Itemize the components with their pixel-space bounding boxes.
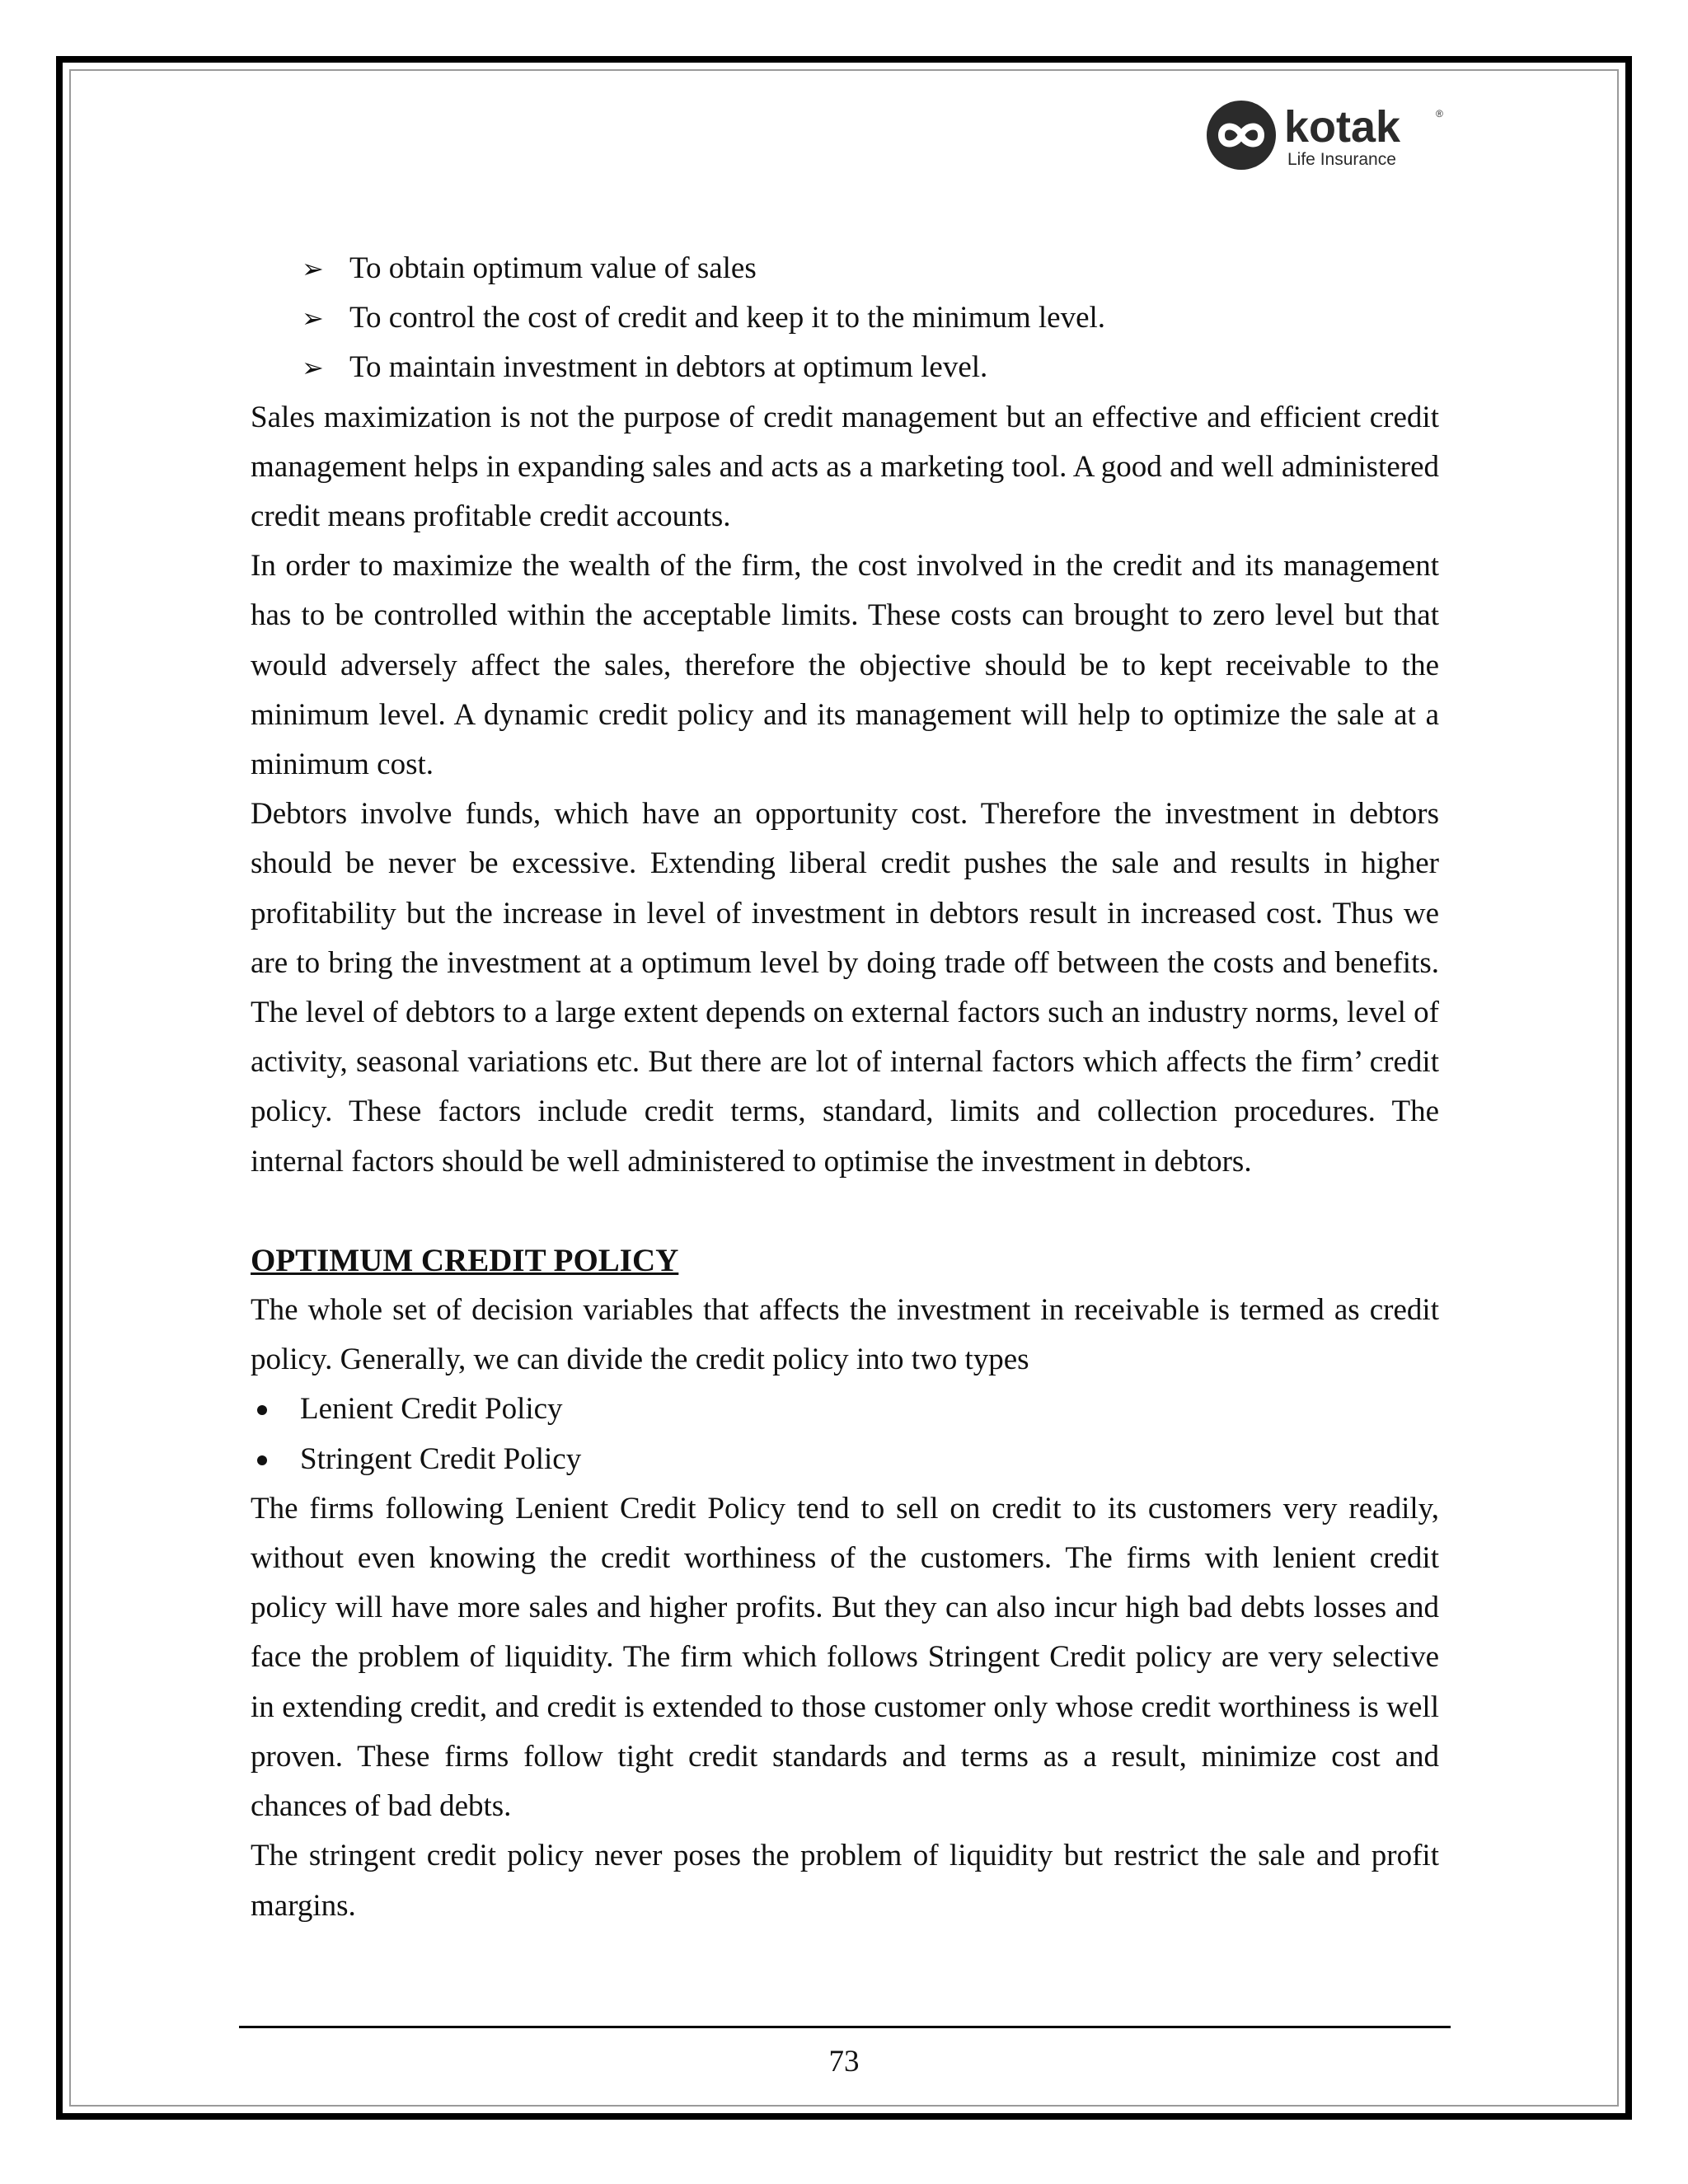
list-item-text: Stringent Credit Policy [300, 1441, 582, 1476]
dot-bullet-icon [257, 1455, 267, 1465]
dot-bullet-icon [257, 1405, 267, 1415]
paragraph-debtors-funds: Debtors involve funds, which have an opportunity cost. Therefore the investment in debtors should be never be excessive. Extending liberal credit pushes the sale and results in higher profitability but the increase in level of investment in debtors result in increased cost. Thus we are to bring the investment at a optimum level by doing trade off between the costs and benefits. The level of debtors to a large extent depends on external factors such an industry norms, level of activity, seasonal variations etc. But there are lot of internal factors which affects the firm’ credit policy. These factors include credit terms, standard, limits and collection procedures. The internal factors should be well administered to optimise the investment in debtors. [251, 797, 1439, 1179]
paragraph-lenient-stringent: The firms following Lenient Credit Policy tend to sell on credit to its customers very readily, without even knowing the credit worthiness of the customers. The firms with lenient credit policy will have more sales and higher profits. But they can also incur high bad debts losses and face the problem of liquidity. The firm which follows Stringent Credit policy are very selective in extending credit, and credit is extended to those customer only whose credit worthiness is well proven. These firms follow tight credit standards and terms as a result, minimize cost and chances of bad debts. [251, 1491, 1439, 1824]
footer-divider [239, 2026, 1451, 2028]
paragraph-credit-policy-intro: The whole set of decision variables that affects the investment in receivable is termed as credit policy. Generally, we can divide the credit policy into two types [251, 1293, 1439, 1377]
list-item [251, 244, 1439, 293]
logo-tagline: Life Insurance [1287, 150, 1396, 169]
list-item-text: To maintain investment in debtors at optimum level. [349, 350, 988, 385]
objectives-list [251, 244, 1439, 393]
logo-registered-mark: ® [1436, 108, 1443, 120]
list-item [251, 1385, 1439, 1434]
paragraph-wealth-maximization: In order to maximize the wealth of the firm, the cost involved in the credit and its management has to be controlled within the acceptable limits. These costs can brought to zero level but that would adversely affect the sales, therefore the objective should be to kept receivable to the minimum level. A dynamic credit policy and its management will help to optimize the sale at a minimum cost. [251, 549, 1439, 782]
page-content [251, 244, 1439, 1931]
paragraph-stringent-liquidity: The stringent credit policy never poses the problem of liquidity but restrict the sale and profit margins. [251, 1839, 1439, 1923]
arrow-bullet-icon: ➢ [302, 352, 324, 384]
logo-brand-text: kotak [1284, 102, 1401, 152]
list-item-text: Lenient Credit Policy [300, 1392, 563, 1427]
list-item [251, 1435, 1439, 1484]
credit-policy-types-list [251, 1385, 1439, 1483]
kotak-logo [1205, 99, 1452, 171]
list-item [251, 343, 1439, 392]
list-item-text: To obtain optimum value of sales [349, 251, 757, 285]
list-item [251, 293, 1439, 343]
paragraph-sales-maximization: Sales maximization is not the purpose of credit management but an effective and efficient credit management helps in expanding sales and acts as a marketing tool. A good and well administered credit means profitable credit accounts. [251, 400, 1439, 534]
list-item-text: To control the cost of credit and keep it to the minimum level. [349, 301, 1106, 335]
section-heading: OPTIMUM CREDIT POLICY [251, 1242, 679, 1278]
arrow-bullet-icon: ➢ [302, 253, 324, 284]
arrow-bullet-icon: ➢ [302, 302, 324, 335]
page-number: 73 [828, 2045, 860, 2079]
